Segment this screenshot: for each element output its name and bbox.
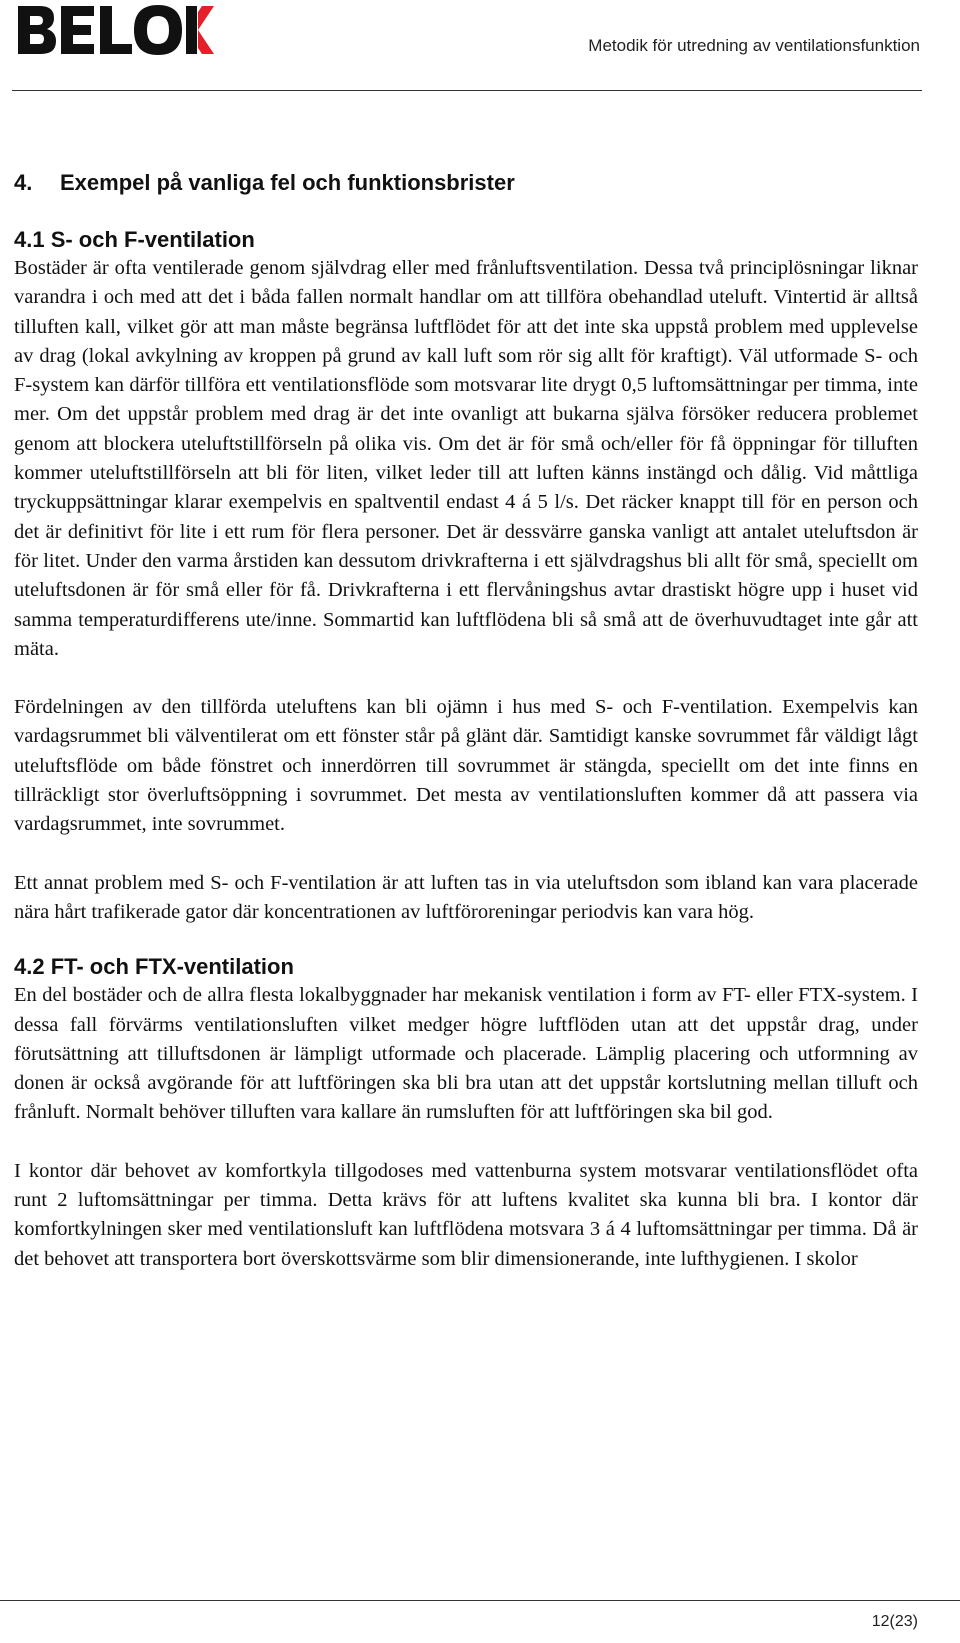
header-divider bbox=[12, 90, 922, 91]
page-number: 12(23) bbox=[871, 1613, 918, 1630]
section-title: Exempel på vanliga fel och funktionsbrister bbox=[60, 170, 515, 195]
section-heading bbox=[14, 170, 918, 196]
subsection-heading-4-2: 4.2 FT- och FTX-ventilation bbox=[14, 954, 294, 980]
header-title: Metodik för utredning av ventilationsfunktion bbox=[588, 36, 920, 55]
belok-logo bbox=[16, 2, 216, 68]
footer-divider bbox=[0, 1600, 960, 1601]
paragraph: Fördelningen av den tillförda uteluftens kan bli ojämn i hus med S- och F-ventilation. Exempelvis kan vardagsrummet bli välventilerat om ett fönster står på glänt där. Samtidigt kanske sovrummet får väldigt lågt uteluftsflöde om både fönstret och innerdörren till sovrummet är stängda, speciellt om det inte finns en tillräckligt stor överluftsöppning i sovrummet. Det mesta av ventilationsluften kommer då att passera via vardagsrummet, inte sovrummet. bbox=[14, 696, 918, 836]
belok-logo-icon bbox=[16, 2, 216, 58]
paragraph: En del bostäder och de allra flesta lokalbyggnader har mekanisk ventilation i form av FT- eller FTX-system. I dessa fall förvärms ventilationsluften vilket medger högre luftflöden utan att det uppstår drag, under förutsättning att tilluftsdonen är lämpligt utformade och placerade. Lämplig placering och utformning av donen är också avgörande för att luftföringen ska bli bra utan att det uppstår kortslutning mellan tilluft och frånluft. Normalt behöver tilluften vara kallare än rumsluften för att luftföringen ska bil god. bbox=[14, 984, 918, 1124]
paragraph: Ett annat problem med S- och F-ventilation är att luften tas in via uteluftsdon som ibland kan vara placerade nära hårt trafikerade gator där koncentrationen av luftföroreningar periodvis kan vara hög. bbox=[14, 871, 918, 923]
subsection-heading-4-1: 4.1 S- och F-ventilation bbox=[14, 227, 255, 252]
page-header bbox=[0, 0, 960, 92]
paragraph: I kontor där behovet av komfortkyla tillgodoses med vattenburna system motsvarar ventilationsflödet ofta runt 2 luftomsättningar per timma. Detta krävs för att luftens kvalitet ska kunna bli bra. I kontor där komfortkylningen sker med ventilationsluft kan luftflödena motsvara 3 á 4 luftomsättningar per timma. Då är det behovet att transportera bort överskottsvärme som blir dimensionerande, inte lufthygienen. I skolor bbox=[14, 1159, 918, 1270]
section-number: 4. bbox=[14, 170, 33, 195]
paragraph: Bostäder är ofta ventilerade genom självdrag eller med frånluftsventilation. Dessa två principlösningar liknar varandra i och med att det i båda fallen normalt handlar om att tillföra obehandlad uteluft. Vintertid är alltså tilluften kall, vilket gör att man måste begränsa luftflödet för att det inte ska uppstå problem med upplevelse av drag (lokal avkylning av kroppen på grund av kall luft som rör sig allt för kraftigt). Väl utformade S- och F-system kan därför tillföra ett ventilationsflöde som motsvarar lite drygt 0,5 luftomsättningar per timma, inte mer. Om det uppstår problem med drag är det inte ovanligt att bukarna själva försöker reducera problemet genom att blockera uteluftstillförseln på olika vis. Om det är för små och/eller för få öppningar för tilluften kommer uteluftstillförseln att bli för liten, vilket leder till att luften känns instängd och dålig. Vid måttliga tryckuppsättningar klarar exempelvis en spaltventil endast 4 á 5 l/s. Det räcker knappt till för en person och det är definitivt för lite i ett rum för flera personer. Det är dessvärre ganska vanligt att antalet uteluftsdon är för litet. Under den varma årstiden kan dessutom drivkrafterna i ett självdragshus bli allt för små, speciellt om uteluftsdonen är för små eller för få. Drivkrafterna i ett flervåningshus avtar drastiskt högre upp i huset vid samma temperaturdifferens ute/inne. Sommartid kan luftflödena bli så små att de överhuvudtaget inte går att mäta. bbox=[14, 257, 918, 660]
document-body bbox=[14, 160, 918, 1274]
